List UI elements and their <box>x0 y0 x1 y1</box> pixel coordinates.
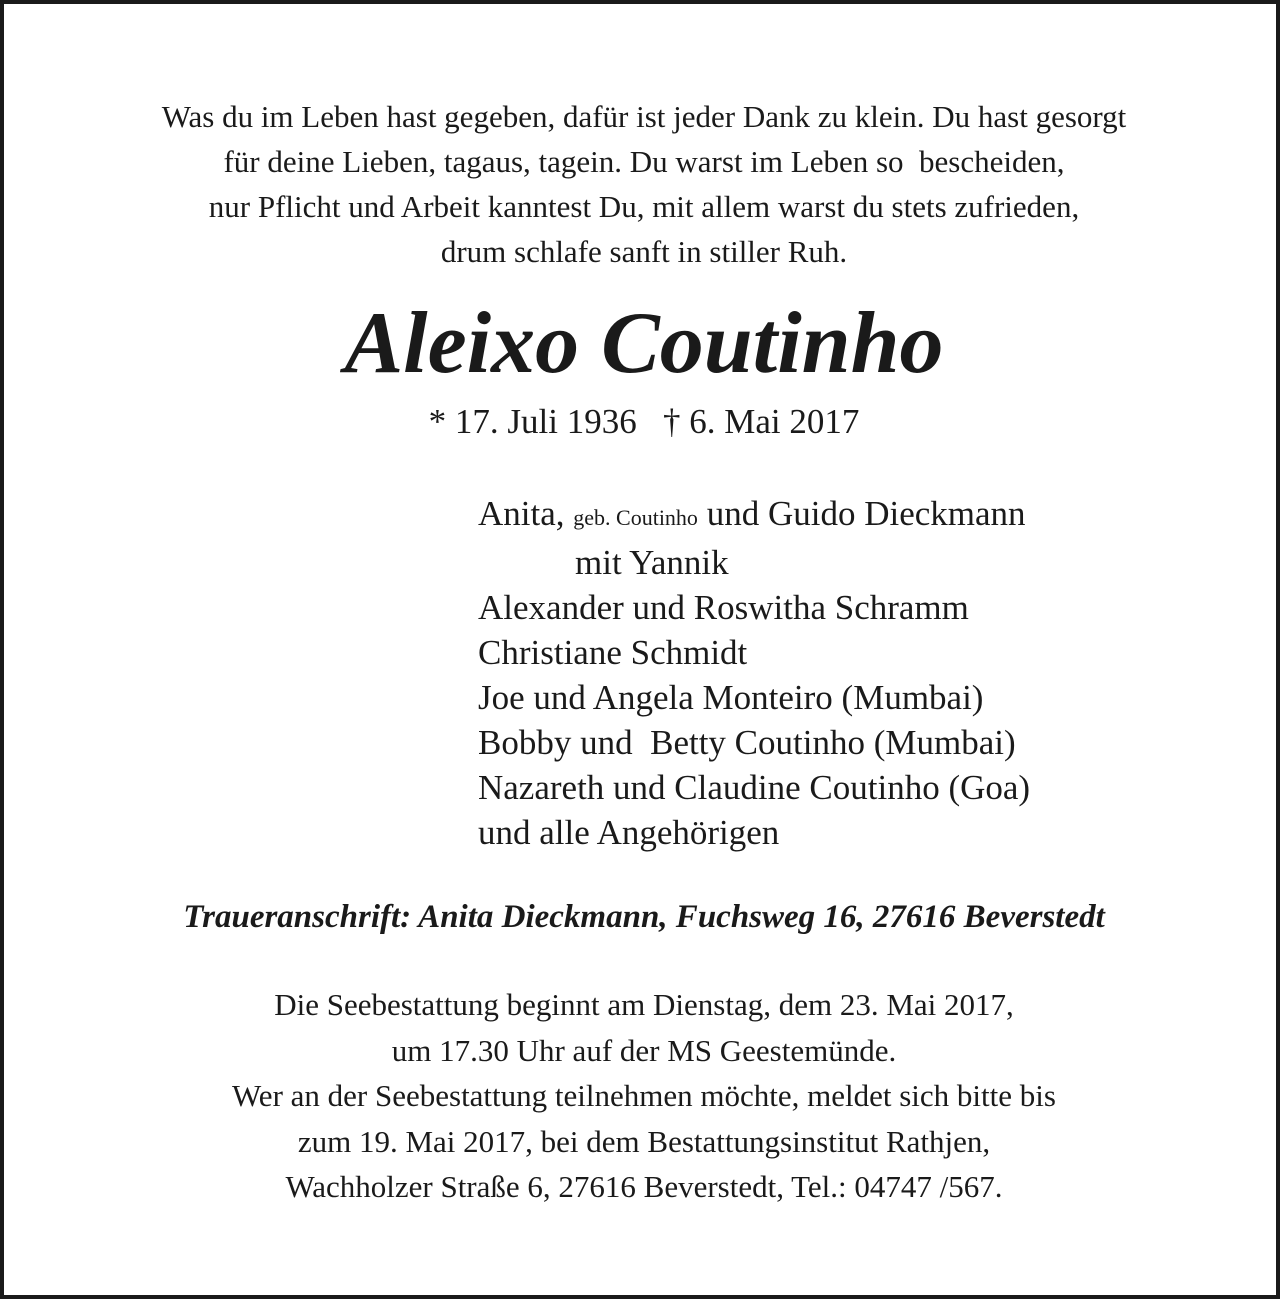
mourner-entry: Alexander und Roswitha Schramm <box>478 588 969 627</box>
deceased-name: Aleixo Coutinho <box>344 295 944 392</box>
mourner-name-rest: und Guido Dieckmann <box>706 494 1026 533</box>
mourner-entry: Bobby und Betty Coutinho (Mumbai) <box>478 723 1016 762</box>
mourner-name: Anita, <box>478 494 565 533</box>
notice-line: um 17.30 Uhr auf der MS Geestemünde. <box>391 1032 897 1068</box>
notice-line: Die Seebestattung beginnt am Dienstag, dem 23. Mai 2017, <box>274 987 1014 1022</box>
mourner-entry: Nazareth und Claudine Coutinho (Goa) <box>478 768 1031 807</box>
notice-line: Wer an der Seebestattung teilnehmen möchte, meldet sich bitte bis <box>232 1078 1056 1113</box>
maiden-name-note: geb. Coutinho <box>573 505 698 530</box>
mourners-list <box>478 491 1238 855</box>
poem-line: nur Pflicht und Arbeit kanntest Du, mit allem warst du stets zufrieden, <box>208 189 1080 224</box>
mourner-entry: mit Yannik <box>575 543 729 582</box>
mourner-entry: Joe und Angela Monteiro (Mumbai) <box>478 678 984 717</box>
life-dates: * 17. Juli 1936 † 6. Mai 2017 <box>428 402 860 441</box>
notice-line: Wachholzer Straße 6, 27616 Beverstedt, Tel.: 04747 /567. <box>285 1169 1003 1204</box>
mourner-entry: Christiane Schmidt <box>478 633 748 672</box>
poem-line: drum schlafe sanft in stiller Ruh. <box>440 234 848 269</box>
mourning-address: Traueranschrift: Anita Dieckmann, Fuchsweg 16, 27616 Beverstedt <box>183 899 1105 935</box>
mourner-entry <box>478 491 1238 540</box>
memorial-poem <box>44 94 1244 274</box>
burial-notice <box>44 982 1244 1210</box>
poem-line: für deine Lieben, tagaus, tagein. Du warst im Leben so bescheiden, <box>223 144 1065 179</box>
mourner-entry: und alle Angehörigen <box>478 813 780 852</box>
poem-line: Was du im Leben hast gegeben, dafür ist jeder Dank zu klein. Du hast gesorgt <box>161 99 1127 134</box>
notice-line: zum 19. Mai 2017, bei dem Bestattungsinstitut Rathjen, <box>297 1123 991 1159</box>
